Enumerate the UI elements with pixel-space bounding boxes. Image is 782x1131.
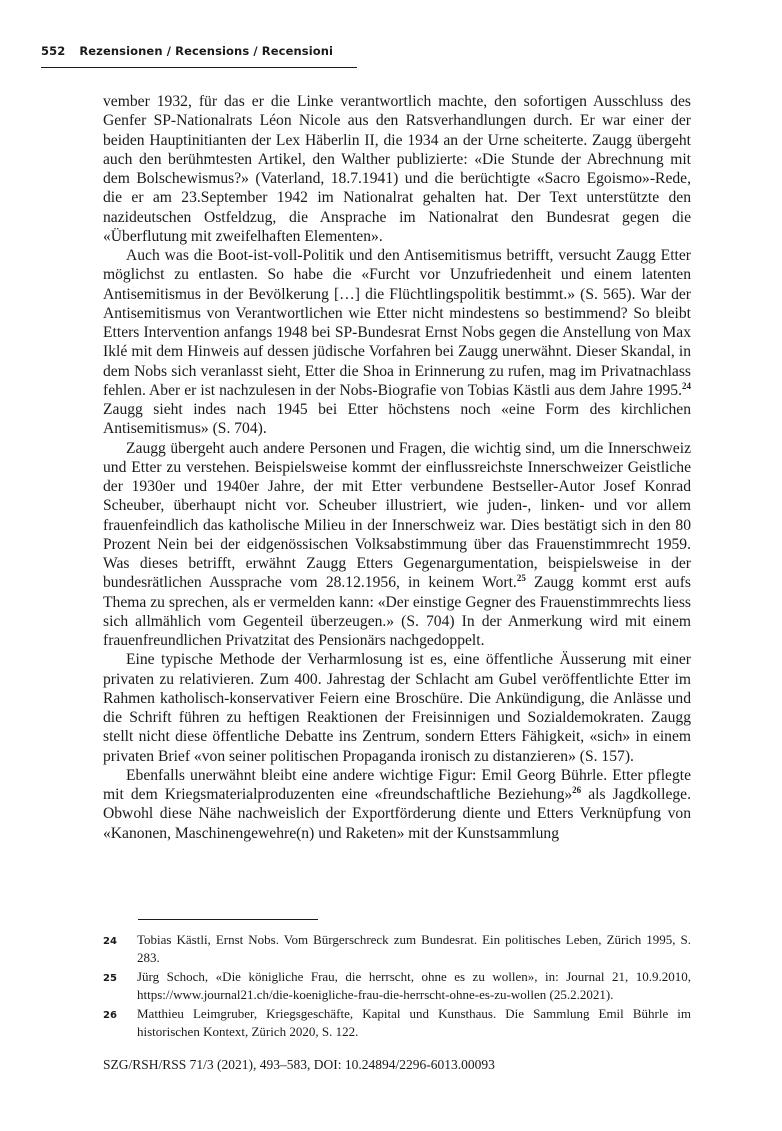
footnotes [103,931,691,1043]
footnote-number: 24 [103,936,117,947]
body-text [103,92,691,843]
footnote-ref[interactable]: 26 [572,785,582,795]
footnote-number: 25 [103,973,117,985]
footnote-number: 26 [103,1010,117,1022]
footnote-text: Matthieu Leimgruber, Kriegsgeschäfte, Kapital und Kunsthaus. Die Sammlung Emil Bührle im historischen Kontext, Zürich 2020, S. 122. [137,1006,691,1039]
footnote-ref[interactable]: 25 [516,573,526,584]
paragraph: Auch was die Boot-ist-voll-Politik und den Antisemitismus betrifft, versucht Zaugg Etter möglichst zu entlasten. So habe die «Furcht vor Unzufriedenheit und einem latenten Antisemitismus in der Bevölkerung […] die Flüchtlingspolitik bestimmt.» (S. 565). War der Antisemitismus von Verantwortlichen wie Etter nicht mindestens so bestimmend? So bleibt Etters Intervention anfangs 1948 bei SP-Bundesrat Ernst Nobs gegen die Anstellung von Max Iklé mit dem Hinweis auf dessen jüdische Vorfahren bei Zaugg unerwähnt. Dieser Skandal, in dem Nobs sich veranlasst sieht, Etter die Shoa in Erinnerung zu rufen, mag im Privatnachlass fehlen. Aber er ist nachzulesen in der Nobs-Biografie von Tobias Kästli aus dem Jahre 1995.24 Zaugg sieht indes nach 1945 bei Etter höchstens noch «eine Form des kirchlichen Antisemitismus» (S. 704). [103,247,691,438]
footnote [103,931,691,966]
footnote-text: Tobias Kästli, Ernst Nobs. Vom Bürgerschreck zum Bundesrat. Ein politisches Leben, Zürich 1995, S. 283. [137,932,691,965]
section-title: Rezensionen / Recensions / Recensioni [79,44,334,58]
running-header [41,44,341,58]
paragraph: vember 1932, für das er die Linke verantwortlich machte, den sofortigen Ausschluss des Genfer SP-Nationalrats Léon Nicole aus den Ratsverhandlungen durch. Er war einer der beiden Hauptinitianten der Lex Häberlin II, die 1934 an der Urne scheiterte. Zaugg übergeht auch den berühmtesten Artikel, den Walther publizierte: «Die Stunde der Abrechnung mit dem Bolschewismus?» (Vaterland, 18.7.1941) und die berüchtigte «Sacro Egoismo»-Rede, die er am 23.September 1942 im Nationalrat gehalten hat. Der Text unterstützte den nazideutschen Ostfeldzug, die Ansprache im Nationalrat den Bundesrat gegen die «Überflutung mit zweifelhaften Elementen». [103,93,691,245]
header-rule [41,67,357,68]
paragraph: Zaugg übergeht auch andere Personen und Fragen, die wichtig sind, um die Innerschweiz und Etter zu verstehen. Beispielsweise kommt der einflussreichste Innerschweizer Geistliche der 1930er und 1940er Jahre, der mit Etter verbundene Bestseller-Autor Josef Konrad Scheuber, überhaupt nicht vor. Scheuber illustriert, wie juden-, linken- und vor allem frauenfeindlich das katholische Milieu in der Innerschweiz war. Dies bestätigt sich in den 80 Prozent Nein bei der eidgenössischen Volksabstimmung über das Frauenstimmrecht 1959. Was dieses betrifft, erwähnt Zaugg Etters Gegenargumentation, beispielsweise in der bundesrätlichen Aussprache vom 28.12.1956, in keinem Wort.$^{25}$ Zaugg kommt erst aufs Thema zu sprechen, als er vermelden kann: «Der einstige Gegner des Frauenstimmrechts liess sich allmählich vom Gegenteil überzeugen.» (S. 704) In der Anmerkung wird mit einem frauenfreundlichen Privatzitat des Pensionärs nachgedoppelt. [103,439,691,649]
footnote-text[interactable]: Jürg Schoch, «Die königliche Frau, die herrscht, ohne es zu wollen», in: Journal 21, 10.9.2010, https://www.journal21.ch/die-koenigliche-frau-die-herrscht-ohne-es-zu-wollen (25.2.2021). [137,969,691,1002]
footnote [103,1005,691,1040]
page-number: 552 [41,44,66,58]
paragraph: Eine typische Methode der Verharmlosung ist es, eine öffentliche Äusserung mit einer privaten zu relativieren. Zum 400. Jahrestag der Schlacht am Gubel veröffentlichte Etter im Rahmen katholisch-konservativer Feiern eine Broschüre. Die Ankündigung, die Anlässe und die Schrift führen zu heftigen Reaktionen der Freisinnigen und Sozialdemokraten. Zaugg stellt nicht diese öffentliche Debatte ins Zentrum, sondern Etters Fähigkeit, «sich» in einem privaten Brief «von seiner politischen Propaganda ironisch zu distanzieren» (S. 157). [103,651,691,765]
journal-citation: SZG/RSH/RSS 71/3 (2021), 493–583, DOI: 10.24894/2296-6013.00093 [103,1057,495,1072]
footnote [103,968,691,1003]
paragraph: Ebenfalls unerwähnt bleibt eine andere wichtige Figur: Emil Georg Bührle. Etter pflegte mit dem Kriegsmaterialproduzenten eine «freundschaftliche Beziehung»$^{26}$ als Jagdkollege. Obwohl diese Nähe nachweislich der Exportförderung diente und Etters Verknüpfung von «Kanonen, Maschinengewehre(n) und Raketen» mit der Kunstsammlung [103,766,691,842]
footnote-ref[interactable]: 24 [682,380,691,391]
footnote-rule [138,919,318,920]
